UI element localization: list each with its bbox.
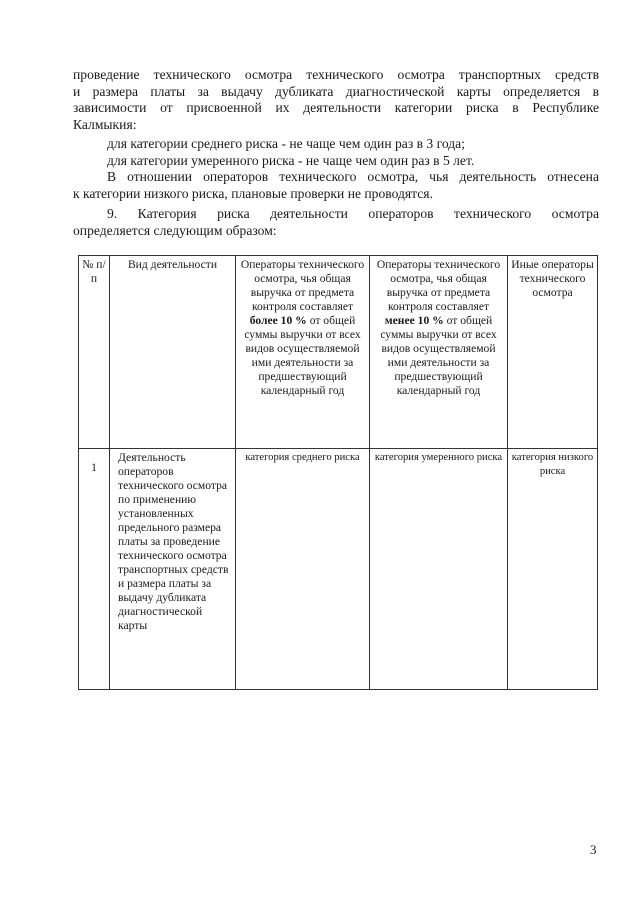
item-9-line: определяется следующим образом: <box>73 222 277 238</box>
row-low-risk: категория низкого риска <box>508 449 598 690</box>
low-risk-line: к категории низкого риска, плановые проверки не проводятся. <box>73 185 433 201</box>
intro-line: зависимости от присвоенной их деятельности категории риска в Республике <box>73 100 599 116</box>
header-other-operators: Иные операторы технического осмотра <box>508 256 598 449</box>
item-9-paragraph <box>73 206 599 239</box>
row-medium-risk: категория среднего риска <box>236 449 370 690</box>
intro-line: и размера платы за выдачу дубликата диагностической карты определяется в <box>73 83 599 99</box>
intro-paragraph <box>73 67 599 133</box>
row-moderate-risk: категория умеренного риска <box>370 449 508 690</box>
list-item: для категории среднего риска - не чаще чем один раз в 3 года; <box>107 136 465 151</box>
header-operators-over-10: Операторы технического осмотра, чья общая выручка от предмета контроля составляет более 10 % от общей суммы выручки от всех видов осуществляемой ими деятельности за предшествующий календарный год <box>236 256 370 449</box>
page-number: 3 <box>590 842 597 857</box>
table-header-row <box>79 256 598 449</box>
row-num: 1 <box>79 449 110 690</box>
header-activity-type: Вид деятельности <box>110 256 236 449</box>
intro-line: проведение технического осмотра технического осмотра транспортных средств <box>73 67 599 82</box>
inspection-frequency-list <box>73 136 599 169</box>
header-num: № п/п <box>79 256 110 449</box>
low-risk-line: В отношении операторов технического осмотра, чья деятельность отнесена <box>107 169 599 184</box>
low-risk-paragraph <box>73 169 599 202</box>
list-item: для категории умеренного риска - не чаще чем один раз в 5 лет. <box>107 152 475 168</box>
intro-line: Калмыкия: <box>73 116 137 132</box>
header-operators-under-10: Операторы технического осмотра, чья общая выручка от предмета контроля составляет менее 10 % от общей суммы выручки от всех видов осуществляемой ими деятельности за предшествующий календарный год <box>370 256 508 449</box>
row-activity-type: Деятельность операторов технического осмотра по применению установленных предельного размера платы за проведение техничеcкого осмотра транспортных средств и размера платы за выдачу дубликата диагностической карты <box>110 449 236 690</box>
item-9-line: 9. Категория риска деятельности операторов технического осмотра <box>107 206 599 221</box>
risk-category-table <box>78 255 598 690</box>
table-row <box>79 449 598 690</box>
